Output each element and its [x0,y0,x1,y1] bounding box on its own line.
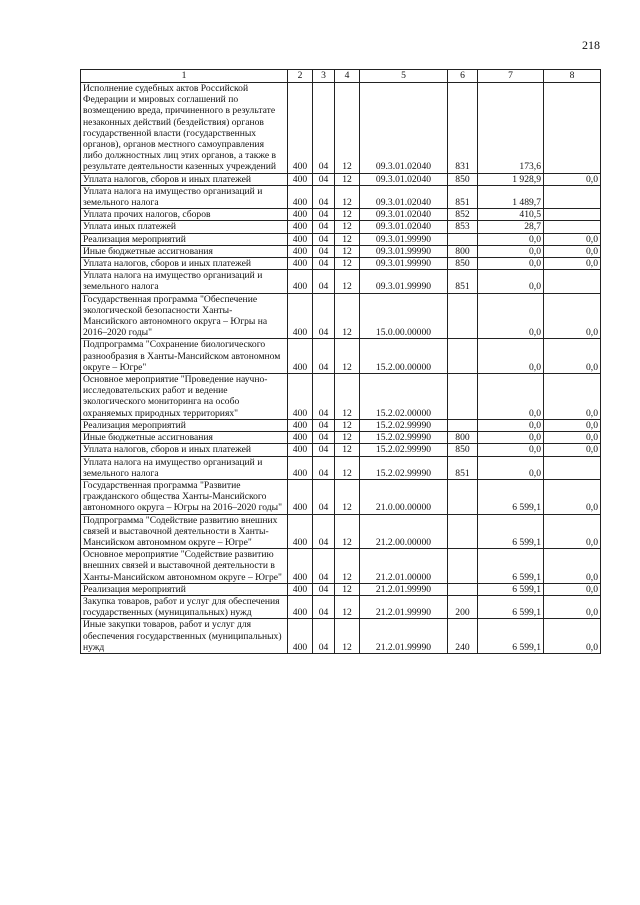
subsection-code-cell: 12 [335,293,360,339]
table-row [81,209,601,221]
table-row [81,549,601,584]
expense-type-cell [448,479,478,514]
table-row [81,233,601,245]
expense-type-cell [448,583,478,595]
change-cell: 0,0 [544,432,601,444]
section-code-cell: 04 [313,619,335,654]
change-cell [544,209,601,221]
subsection-code-cell: 12 [335,374,360,420]
table-row [81,583,601,595]
expense-type-cell: 850 [448,258,478,270]
admin-code-cell: 400 [288,339,313,374]
admin-code-cell: 400 [288,173,313,185]
change-cell [544,221,601,233]
row-name-cell: Исполнение судебных актов Российской Федерации и мировых соглашений по возмещению вреда, причиненного в результате незаконных действий (бездействия) органов государственной власти (государственных органов), органов местного самоуправления либо должностных лиц этих органов, а также в результате деятельности казенных учреждений [81,83,288,174]
amount-cell: 6 599,1 [478,514,544,549]
page-number: 218 [582,38,600,52]
subsection-code-cell: 12 [335,339,360,374]
target-article-cell: 21.2.01.99990 [360,619,448,654]
subsection-code-cell: 12 [335,209,360,221]
change-cell: 0,0 [544,514,601,549]
admin-code-cell: 400 [288,209,313,221]
target-article-cell: 21.2.01.99990 [360,595,448,618]
expense-type-cell [448,514,478,549]
target-article-cell: 15.2.02.99990 [360,419,448,431]
target-article-cell: 09.3.01.99990 [360,270,448,293]
expense-type-cell [448,419,478,431]
table-row [81,419,601,431]
expense-type-cell [448,293,478,339]
amount-cell: 6 599,1 [478,549,544,584]
row-name-cell: Подпрограмма "Содействие развитию внешних связей и выставочной деятельности в Ханты-Мансийском автономном округе – Югре" [81,514,288,549]
section-code-cell: 04 [313,595,335,618]
amount-cell: 6 599,1 [478,583,544,595]
target-article-cell: 09.3.01.99990 [360,245,448,257]
section-code-cell: 04 [313,83,335,174]
table-row [81,514,601,549]
admin-code-cell: 400 [288,456,313,479]
subsection-code-cell: 12 [335,583,360,595]
target-article-cell: 15.2.00.00000 [360,339,448,374]
target-article-cell: 09.3.01.99990 [360,258,448,270]
amount-cell: 0,0 [478,339,544,374]
row-name-cell: Закупка товаров, работ и услуг для обеспечения государственных (муниципальных) нужд [81,595,288,618]
table-row [81,258,601,270]
row-name-cell: Государственная программа "Развитие гражданского общества Ханты-Мансийского автономного округа – Югры на 2016–2020 годы" [81,479,288,514]
change-cell: 0,0 [544,173,601,185]
expense-type-cell: 850 [448,173,478,185]
table-row [81,293,601,339]
admin-code-cell: 400 [288,245,313,257]
section-code-cell: 04 [313,549,335,584]
section-code-cell: 04 [313,339,335,374]
target-article-cell: 15.2.02.00000 [360,374,448,420]
change-cell: 0,0 [544,258,601,270]
column-header: 5 [360,70,448,83]
change-cell: 0,0 [544,444,601,456]
table-row [81,432,601,444]
section-code-cell: 04 [313,221,335,233]
admin-code-cell: 400 [288,595,313,618]
change-cell: 0,0 [544,419,601,431]
subsection-code-cell: 12 [335,549,360,584]
admin-code-cell: 400 [288,374,313,420]
column-header: 4 [335,70,360,83]
change-cell [544,456,601,479]
amount-cell: 0,0 [478,270,544,293]
amount-cell: 0,0 [478,233,544,245]
amount-cell: 0,0 [478,444,544,456]
expense-type-cell: 831 [448,83,478,174]
table-row [81,221,601,233]
expense-type-cell [448,339,478,374]
expense-type-cell: 853 [448,221,478,233]
amount-cell: 0,0 [478,245,544,257]
row-name-cell: Уплата налогов, сборов и иных платежей [81,444,288,456]
table-row [81,245,601,257]
expense-type-cell: 800 [448,432,478,444]
change-cell: 0,0 [544,293,601,339]
section-code-cell: 04 [313,583,335,595]
row-name-cell: Уплата налогов, сборов и иных платежей [81,258,288,270]
target-article-cell: 15.2.02.99990 [360,456,448,479]
admin-code-cell: 400 [288,549,313,584]
amount-cell: 0,0 [478,293,544,339]
table-row [81,444,601,456]
expense-type-cell: 800 [448,245,478,257]
target-article-cell: 21.2.01.99990 [360,583,448,595]
change-cell: 0,0 [544,233,601,245]
change-cell: 0,0 [544,583,601,595]
budget-table [80,69,601,654]
admin-code-cell: 400 [288,83,313,174]
admin-code-cell: 400 [288,479,313,514]
row-name-cell: Подпрограмма "Сохранение биологического разнообразия в Ханты-Мансийском автономном округе – Югре" [81,339,288,374]
expense-type-cell: 240 [448,619,478,654]
admin-code-cell: 400 [288,444,313,456]
subsection-code-cell: 12 [335,514,360,549]
section-code-cell: 04 [313,444,335,456]
column-header: 3 [313,70,335,83]
target-article-cell: 15.2.02.99990 [360,444,448,456]
admin-code-cell: 400 [288,432,313,444]
subsection-code-cell: 12 [335,233,360,245]
section-code-cell: 04 [313,432,335,444]
change-cell: 0,0 [544,595,601,618]
subsection-code-cell: 12 [335,432,360,444]
expense-type-cell: 851 [448,185,478,208]
amount-cell: 6 599,1 [478,479,544,514]
row-name-cell: Реализация мероприятий [81,419,288,431]
admin-code-cell: 400 [288,419,313,431]
amount-cell: 1 928,9 [478,173,544,185]
target-article-cell: 15.0.00.00000 [360,293,448,339]
table-row [81,270,601,293]
expense-type-cell: 851 [448,456,478,479]
row-name-cell: Уплата прочих налогов, сборов [81,209,288,221]
amount-cell: 0,0 [478,432,544,444]
expense-type-cell [448,374,478,420]
admin-code-cell: 400 [288,270,313,293]
subsection-code-cell: 12 [335,419,360,431]
row-name-cell: Уплата налога на имущество организаций и земельного налога [81,456,288,479]
column-header: 7 [478,70,544,83]
target-article-cell: 09.3.01.99990 [360,233,448,245]
amount-cell: 0,0 [478,456,544,479]
column-header: 8 [544,70,601,83]
change-cell [544,270,601,293]
change-cell: 0,0 [544,339,601,374]
row-name-cell: Основное мероприятие "Содействие развитию внешних связей и выставочной деятельности в Ханты-Мансийском автономном округе – Югре" [81,549,288,584]
table-header-row [81,70,601,83]
amount-cell: 28,7 [478,221,544,233]
section-code-cell: 04 [313,514,335,549]
row-name-cell: Реализация мероприятий [81,233,288,245]
amount-cell: 0,0 [478,258,544,270]
table-row [81,479,601,514]
amount-cell: 0,0 [478,419,544,431]
row-name-cell: Иные бюджетные ассигнования [81,432,288,444]
target-article-cell: 21.2.00.00000 [360,514,448,549]
row-name-cell: Уплата налогов, сборов и иных платежей [81,173,288,185]
column-header: 1 [81,70,288,83]
target-article-cell: 15.2.02.99990 [360,432,448,444]
section-code-cell: 04 [313,479,335,514]
change-cell: 0,0 [544,374,601,420]
target-article-cell: 09.3.01.02040 [360,221,448,233]
admin-code-cell: 400 [288,293,313,339]
amount-cell: 0,0 [478,374,544,420]
section-code-cell: 04 [313,209,335,221]
expense-type-cell: 200 [448,595,478,618]
expense-type-cell [448,233,478,245]
amount-cell: 410,5 [478,209,544,221]
admin-code-cell: 400 [288,185,313,208]
expense-type-cell: 852 [448,209,478,221]
change-cell: 0,0 [544,245,601,257]
subsection-code-cell: 12 [335,245,360,257]
row-name-cell: Иные закупки товаров, работ и услуг для обеспечения государственных (муниципальных) нужд [81,619,288,654]
section-code-cell: 04 [313,173,335,185]
expense-type-cell: 850 [448,444,478,456]
target-article-cell: 09.3.01.02040 [360,83,448,174]
admin-code-cell: 400 [288,221,313,233]
section-code-cell: 04 [313,293,335,339]
target-article-cell: 09.3.01.02040 [360,185,448,208]
section-code-cell: 04 [313,185,335,208]
expense-type-cell: 851 [448,270,478,293]
subsection-code-cell: 12 [335,173,360,185]
column-header: 6 [448,70,478,83]
subsection-code-cell: 12 [335,619,360,654]
row-name-cell: Уплата налога на имущество организаций и земельного налога [81,270,288,293]
admin-code-cell: 400 [288,258,313,270]
table-row [81,185,601,208]
table-row [81,83,601,174]
table-row [81,173,601,185]
table-row [81,339,601,374]
amount-cell: 6 599,1 [478,595,544,618]
table-row [81,595,601,618]
section-code-cell: 04 [313,233,335,245]
admin-code-cell: 400 [288,514,313,549]
amount-cell: 6 599,1 [478,619,544,654]
column-header: 2 [288,70,313,83]
change-cell [544,83,601,174]
subsection-code-cell: 12 [335,258,360,270]
subsection-code-cell: 12 [335,479,360,514]
section-code-cell: 04 [313,270,335,293]
subsection-code-cell: 12 [335,595,360,618]
admin-code-cell: 400 [288,233,313,245]
section-code-cell: 04 [313,456,335,479]
row-name-cell: Реализация мероприятий [81,583,288,595]
admin-code-cell: 400 [288,619,313,654]
section-code-cell: 04 [313,245,335,257]
subsection-code-cell: 12 [335,444,360,456]
subsection-code-cell: 12 [335,456,360,479]
row-name-cell: Уплата налога на имущество организаций и земельного налога [81,185,288,208]
table-row [81,374,601,420]
change-cell: 0,0 [544,549,601,584]
admin-code-cell: 400 [288,583,313,595]
target-article-cell: 09.3.01.02040 [360,209,448,221]
expense-type-cell [448,549,478,584]
change-cell: 0,0 [544,479,601,514]
change-cell: 0,0 [544,619,601,654]
target-article-cell: 21.0.00.00000 [360,479,448,514]
row-name-cell: Уплата иных платежей [81,221,288,233]
amount-cell: 173,6 [478,83,544,174]
subsection-code-cell: 12 [335,185,360,208]
target-article-cell: 09.3.01.02040 [360,173,448,185]
table-row [81,456,601,479]
section-code-cell: 04 [313,258,335,270]
change-cell [544,185,601,208]
target-article-cell: 21.2.01.00000 [360,549,448,584]
section-code-cell: 04 [313,419,335,431]
amount-cell: 1 489,7 [478,185,544,208]
row-name-cell: Государственная программа "Обеспечение экологической безопасности Ханты-Мансийского автономного округа – Югры на 2016–2020 годы" [81,293,288,339]
table-body [81,83,601,654]
subsection-code-cell: 12 [335,270,360,293]
section-code-cell: 04 [313,374,335,420]
row-name-cell: Иные бюджетные ассигнования [81,245,288,257]
table-row [81,619,601,654]
subsection-code-cell: 12 [335,83,360,174]
row-name-cell: Основное мероприятие "Проведение научно-исследовательских работ и ведение экологического мониторинга на особо охраняемых природных территориях" [81,374,288,420]
subsection-code-cell: 12 [335,221,360,233]
